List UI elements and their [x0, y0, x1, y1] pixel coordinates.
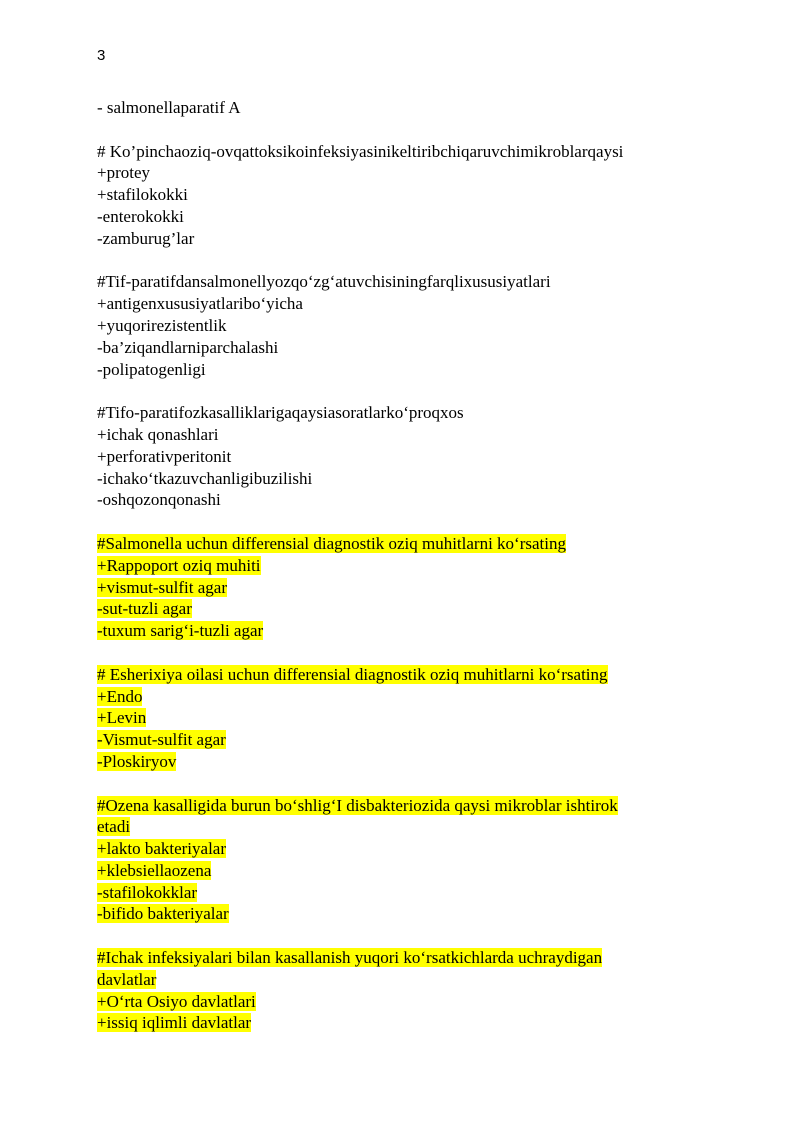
answer-option-text: +protey: [97, 163, 151, 183]
answer-option: [97, 838, 697, 860]
answer-option-text: -polipatogenligi: [97, 359, 206, 379]
question-text-run: #Ozena kasalligida burun bo‘shlig‘I disbakteriozida qaysi mikroblar ishtirok: [97, 795, 618, 815]
question-text: [97, 271, 697, 293]
answer-option: [97, 424, 697, 446]
question-text: [97, 533, 697, 555]
spacer: [97, 642, 697, 664]
answer-option: [97, 751, 697, 773]
answer-option: [97, 468, 697, 490]
spacer: [97, 511, 697, 533]
document-body: [97, 97, 697, 1034]
question-block: [97, 402, 697, 533]
answer-option: [97, 446, 697, 468]
question-block: [97, 271, 697, 402]
answer-option: [97, 184, 697, 206]
answer-option: [97, 337, 697, 359]
answer-option: [97, 882, 697, 904]
answer-option-text: -Ploskiryov: [97, 751, 177, 771]
answer-option-text: -tuxum sarig‘i-tuzli agar: [97, 621, 264, 641]
spacer: [97, 250, 697, 272]
question-text: [97, 402, 697, 424]
question-text: [97, 969, 697, 991]
answer-option: [97, 359, 697, 381]
question-text-run: # Ko’pinchaoziq-ovqattoksikoinfeksiyasinikeltiribchiqaruvchimikroblarqaysi: [97, 141, 624, 161]
answer-option: [97, 228, 697, 250]
question-text-run: #Tifo-paratifozkasalliklarigaqaysiasoratlarko‘proqxos: [97, 403, 464, 423]
answer-option: [97, 620, 697, 642]
question-text-run: #Ichak infeksiyalari bilan kasallanish yuqori ko‘rsatkichlarda uchraydigan: [97, 948, 603, 968]
answer-option-text: -stafilokokklar: [97, 882, 198, 902]
spacer: [97, 380, 697, 402]
answer-option: [97, 1012, 697, 1034]
answer-option-text: +Levin: [97, 708, 147, 728]
spacer: [97, 925, 697, 947]
question-text: [97, 816, 697, 838]
answer-option: [97, 860, 697, 882]
answer-option: [97, 162, 697, 184]
answer-option-text: +lakto bakteriyalar: [97, 839, 227, 859]
answer-option-text: +yuqorirezistentlik: [97, 315, 227, 335]
answer-option-text: -zamburug’lar: [97, 228, 195, 248]
answer-option: [97, 903, 697, 925]
answer-option: [97, 293, 697, 315]
spacer: [97, 119, 697, 141]
answer-option: [97, 315, 697, 337]
answer-option-text: -Vismut-sulfit agar: [97, 730, 226, 750]
answer-option: [97, 729, 697, 751]
question-block: [97, 947, 697, 1034]
answer-option: [97, 206, 697, 228]
answer-option-text: -ba’ziqandlarniparchalashi: [97, 337, 279, 357]
question-block: [97, 533, 697, 664]
question-text-run: # Esherixiya oilasi uchun differensial diagnostik oziq muhitlarni ko‘rsating: [97, 664, 608, 684]
answer-option: [97, 598, 697, 620]
question-text-run: davlatlar: [97, 969, 157, 989]
question-text-run: etadi: [97, 817, 131, 837]
answer-option-text: +vismut-sulfit agar: [97, 577, 227, 597]
answer-line: - salmonellaparatif A: [97, 98, 241, 117]
question-block: [97, 141, 697, 272]
answer-option-text: +O‘rta Osiyo davlatlari: [97, 991, 256, 1011]
answer-option: [97, 991, 697, 1013]
answer-option: [97, 489, 697, 511]
answer-option-text: -enterokokki: [97, 206, 184, 226]
answer-option-text: +antigenxususiyatlaribo‘yicha: [97, 294, 303, 314]
question-block: [97, 664, 697, 795]
answer-option: [97, 555, 697, 577]
answer-option: [97, 577, 697, 599]
answer-option-text: -ichako‘tkazuvchanligibuzilishi: [97, 468, 313, 488]
question-text: [97, 795, 697, 817]
question-block: [97, 795, 697, 948]
answer-option-text: +Rappoport oziq muhiti: [97, 555, 261, 575]
question-list: [97, 141, 697, 1035]
answer-option-text: +stafilokokki: [97, 185, 188, 205]
answer-option-text: +ichak qonashlari: [97, 424, 219, 444]
spacer: [97, 773, 697, 795]
answer-option-text: +perforativperitonit: [97, 446, 232, 466]
answer-option-text: +Endo: [97, 686, 143, 706]
answer-option-text: +klebsiellaozena: [97, 860, 212, 880]
question-text: [97, 664, 697, 686]
page-number: 3: [97, 47, 106, 64]
answer-option-text: -sut-tuzli agar: [97, 599, 192, 619]
answer-option: [97, 686, 697, 708]
question-text: [97, 141, 697, 163]
question-text-run: #Tif-paratifdansalmonellyozqo‘zg‘atuvchisiningfarqlixususiyatlari: [97, 272, 551, 292]
answer-option-text: +issiq iqlimli davlatlar: [97, 1013, 252, 1033]
question-text-run: #Salmonella uchun differensial diagnostik oziq muhitlarni ko‘rsating: [97, 533, 566, 553]
answer-option-text: -oshqozonqonashi: [97, 490, 221, 510]
question-text: [97, 947, 697, 969]
answer-option: [97, 707, 697, 729]
answer-option-text: -bifido bakteriyalar: [97, 904, 229, 924]
